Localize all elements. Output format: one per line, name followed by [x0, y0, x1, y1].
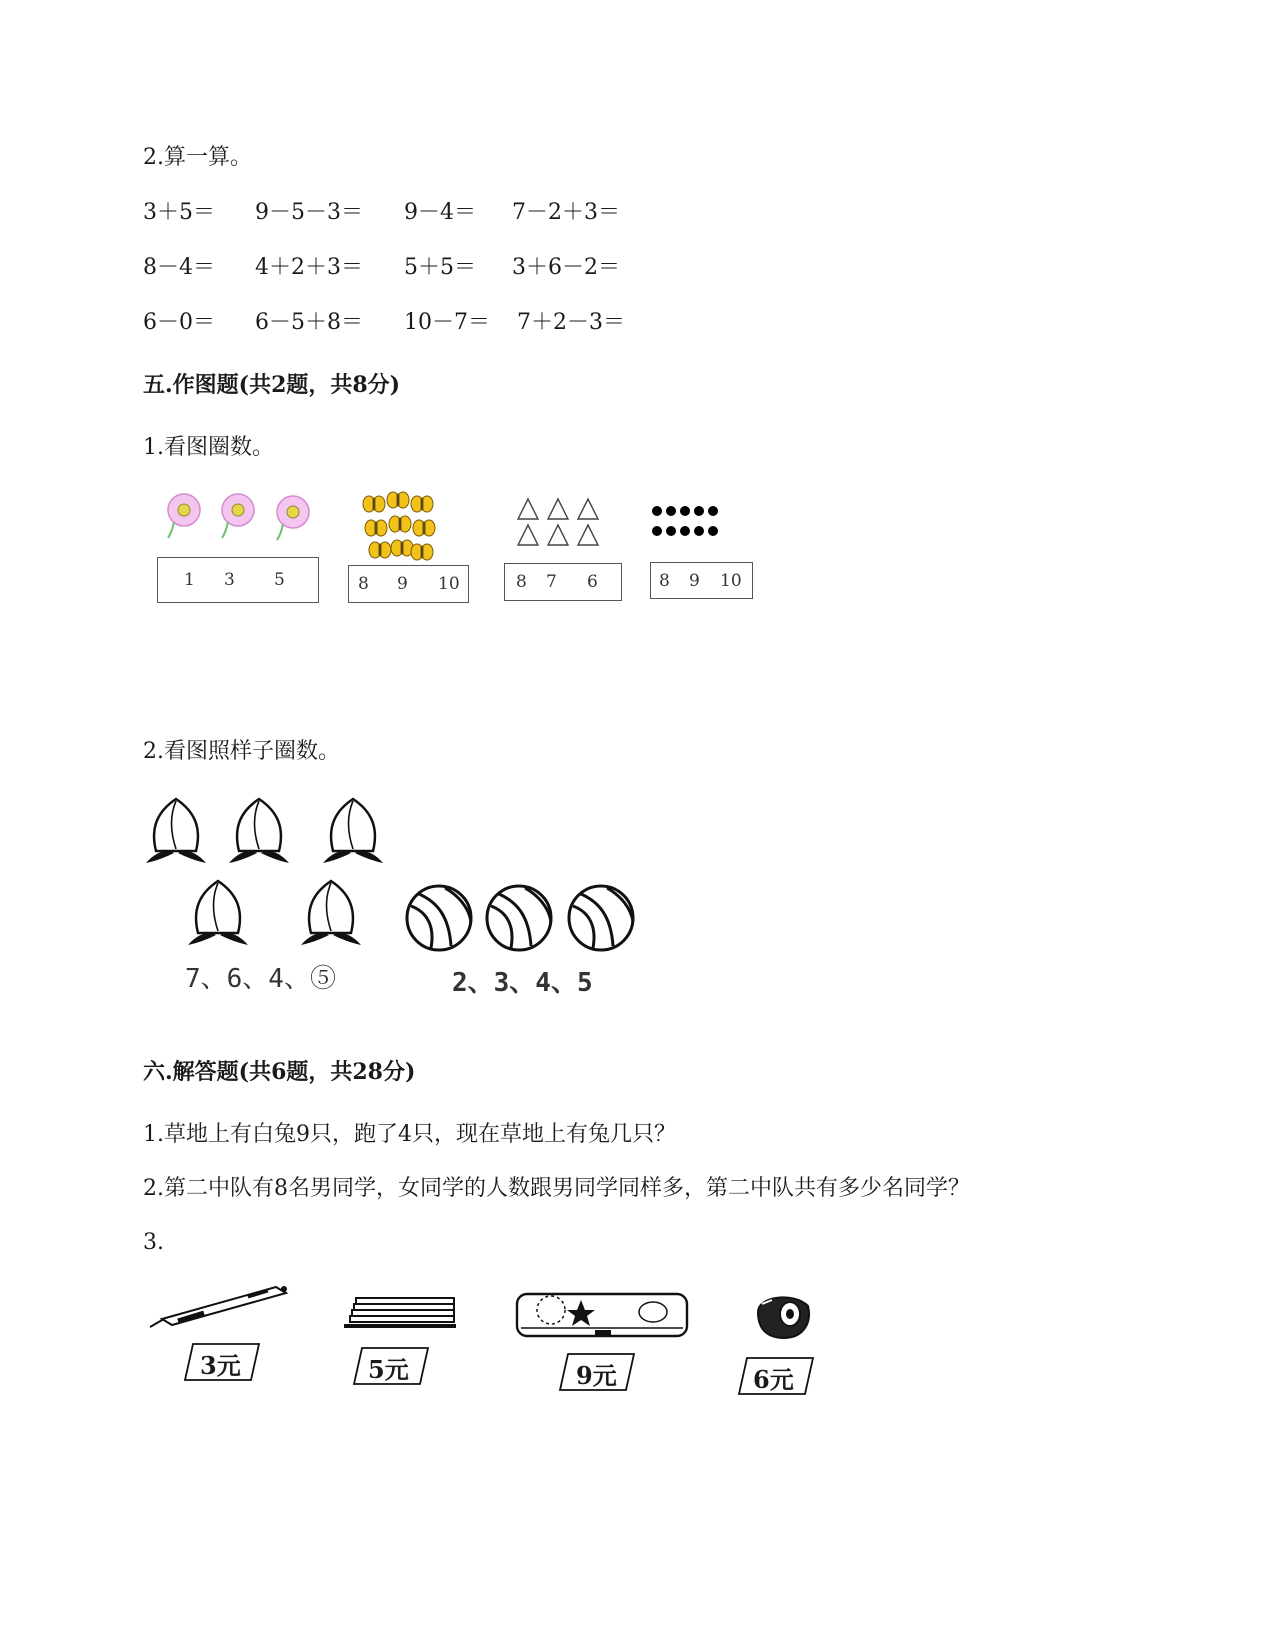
sharpener-image: [754, 1292, 814, 1342]
dots-image: [651, 504, 731, 540]
option-number[interactable]: 9: [689, 570, 700, 591]
volleyballs-image: [403, 880, 643, 960]
option-number[interactable]: 10: [438, 574, 460, 594]
question-number: 3.: [143, 1230, 164, 1255]
option-number[interactable]: 1: [184, 570, 195, 590]
option-number[interactable]: 8: [358, 574, 369, 594]
pencil-case-image: [515, 1288, 690, 1344]
equation: 7＋2－3＝: [517, 310, 625, 335]
equation: 5＋5＝: [404, 255, 476, 280]
option-number[interactable]: 10: [720, 570, 742, 591]
equation: 4＋2＋3＝: [255, 255, 363, 280]
option-number[interactable]: 5: [274, 570, 285, 590]
option-number[interactable]: 9: [397, 574, 408, 594]
equation: 6－5＋8＝: [255, 310, 363, 335]
ball-number-sequence: 2、3、4、5: [452, 968, 593, 998]
pen-image: [148, 1283, 293, 1331]
price-tag: 6元: [753, 1365, 794, 1394]
peach-number-sequence: 7、6、4、⑤: [185, 964, 336, 994]
word-problem: 2.第二中队有8名男同学，女同学的人数跟男同学同样多，第二中队共有多少名同学？: [143, 1176, 970, 1201]
equation: 8－4＝: [143, 255, 215, 280]
notebooks-image: [344, 1296, 459, 1332]
answer-options-box: [504, 563, 622, 601]
equation: 9－5－3＝: [255, 200, 363, 225]
option-number[interactable]: 7: [546, 572, 557, 592]
answer-options-box: [650, 562, 753, 599]
option-number[interactable]: 8: [659, 570, 670, 591]
equation: 9－4＝: [404, 200, 476, 225]
question-title: 1.看图圈数。: [143, 435, 274, 460]
price-tag: 5元: [368, 1355, 409, 1384]
equation: 3＋6－2＝: [512, 255, 620, 280]
option-number[interactable]: 3: [224, 570, 235, 590]
question-title: 2.算一算。: [143, 145, 252, 170]
word-problem: 1.草地上有白兔9只，跑了4只，现在草地上有兔几只？: [143, 1122, 676, 1147]
question-title: 2.看图照样子圈数。: [143, 739, 340, 764]
option-number[interactable]: 8: [516, 572, 527, 592]
triangles-image: [516, 497, 606, 552]
section-header: 六.解答题(共6题，共28分): [143, 1059, 416, 1085]
answer-options-box: [157, 557, 319, 603]
flowers-image: [160, 492, 310, 542]
price-tag: 9元: [576, 1361, 617, 1390]
butterflies-image: [362, 492, 442, 562]
answer-options-box: [348, 565, 469, 603]
equation: 10－7＝: [404, 310, 490, 335]
equation: 3＋5＝: [143, 200, 215, 225]
equation: 6－0＝: [143, 310, 215, 335]
section-header: 五.作图题(共2题，共8分): [143, 372, 401, 398]
option-number[interactable]: 6: [587, 572, 598, 592]
peaches-image: [143, 795, 393, 955]
equation: 7－2＋3＝: [512, 200, 620, 225]
price-tag: 3元: [200, 1351, 241, 1380]
